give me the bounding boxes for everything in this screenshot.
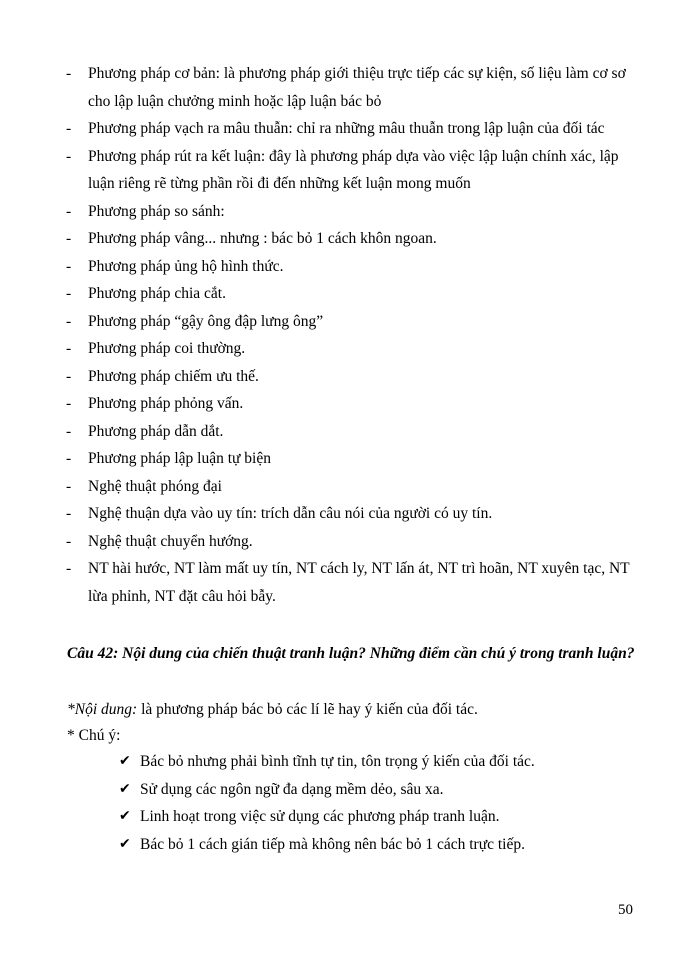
dash-marker: - — [66, 147, 72, 165]
list-item-text: Nghệ thuận dựa vào uy tín: trích dẫn câu nói của người có uy tín. — [88, 505, 493, 522]
dash-marker: - — [66, 505, 72, 522]
checklist-item — [0, 776, 700, 804]
list-item — [0, 418, 700, 446]
list-item — [0, 500, 700, 528]
list-item — [0, 253, 700, 281]
list-item — [0, 143, 700, 198]
check-icon: ✔ — [119, 808, 131, 824]
dash-marker: - — [66, 202, 72, 220]
list-item-text: Phương pháp chia cắt. — [88, 285, 226, 302]
content-text: là phương pháp bác bỏ các lí lẽ hay ý kiến của đối tác. — [137, 701, 478, 718]
list-item — [0, 363, 700, 391]
list-item — [0, 225, 700, 253]
checklist-item-text: Linh hoạt trong việc sử dụng các phương pháp tranh luận. — [140, 808, 500, 825]
list-item — [0, 555, 700, 610]
note-label: * Chú ý: — [67, 727, 121, 744]
dash-marker: - — [66, 230, 72, 247]
dash-marker: - — [66, 477, 72, 495]
list-item-text: Nghệ thuật chuyển hướng. — [88, 532, 253, 550]
check-icon: ✔ — [119, 780, 131, 797]
list-item-text: Nghệ thuật phóng đại — [88, 477, 222, 495]
dash-marker: - — [66, 367, 72, 385]
list-item — [0, 390, 700, 418]
list-item — [0, 280, 700, 308]
dash-marker: - — [66, 422, 72, 440]
list-item-text: Phương pháp rút ra kết luận: đây là phương pháp dựa vào việc lập luận chính xác, lập luận riêng rẽ từng phần rồi đi đến những kết luận mong muốn — [88, 147, 619, 192]
checklist-item-text: Sử dụng các ngôn ngữ đa dạng mềm dẻo, sâu xa. — [140, 780, 444, 798]
list-item-text: Phương pháp so sánh: — [88, 202, 225, 220]
dash-marker: - — [66, 340, 72, 357]
list-item — [0, 445, 700, 473]
list-item-text: Phương pháp cơ bản: là phương pháp giới thiệu trực tiếp các sự kiện, số liệu làm cơ sơ cho lập luận chưởng minh hoặc lập luận bác bỏ — [88, 65, 626, 110]
checklist-item-text: Bác bỏ 1 cách gián tiếp mà không nên bác bỏ 1 cách trực tiếp. — [140, 835, 525, 853]
list-item-text: Phương pháp chiếm ưu thế. — [88, 367, 259, 385]
dash-marker: - — [66, 65, 72, 82]
list-item — [0, 473, 700, 501]
dash-marker: - — [66, 532, 72, 550]
list-item — [0, 60, 700, 115]
list-item-text: Phương pháp vạch ra mâu thuẫn: chỉ ra những mâu thuẫn trong lập luận của đối tác — [88, 120, 605, 137]
list-item-text: Phương pháp phỏng vấn. — [88, 395, 244, 412]
question-heading: Câu 42: Nội dung của chiến thuật tranh luận? Những điểm cần chú ý trong tranh luận? — [67, 645, 635, 662]
dash-marker: - — [66, 285, 72, 302]
dash-marker: - — [66, 120, 72, 137]
list-item-text: NT hài hước, NT làm mất uy tín, NT cách ly, NT lấn át, NT trì hoãn, NT xuyên tạc, NT lừa phỉnh, NT đặt câu hỏi bẫy. — [88, 560, 630, 605]
list-item-text: Phương pháp “gậy ông đập lưng ông” — [88, 312, 324, 330]
dash-marker: - — [66, 312, 72, 330]
page-number: 50 — [618, 902, 633, 918]
checklist-item — [0, 803, 700, 831]
check-icon: ✔ — [119, 835, 131, 852]
checklist-item — [0, 748, 700, 776]
dash-marker: - — [66, 560, 72, 577]
content-definition — [67, 696, 637, 724]
list-item — [0, 198, 700, 226]
list-item — [0, 528, 700, 556]
content-label: *Nội dung: — [67, 701, 138, 718]
dash-marker: - — [66, 257, 72, 275]
dash-marker: - — [66, 450, 72, 467]
list-item-text: Phương pháp vâng... nhưng : bác bỏ 1 cách khôn ngoan. — [88, 230, 437, 247]
list-item-text: Phương pháp dẫn dắt. — [88, 422, 224, 440]
bullet-list — [0, 60, 700, 610]
list-item — [0, 308, 700, 336]
list-item-text: Phương pháp ủng hộ hình thức. — [88, 257, 284, 275]
checklist — [0, 748, 700, 858]
list-item-text: Phương pháp coi thường. — [88, 340, 246, 357]
dash-marker: - — [66, 395, 72, 412]
checklist-item — [0, 831, 700, 859]
list-item — [0, 115, 700, 143]
list-item-text: Phương pháp lập luận tự biện — [88, 450, 271, 467]
list-item — [0, 335, 700, 363]
checklist-item-text: Bác bỏ nhưng phải bình tĩnh tự tin, tôn trọng ý kiến của đối tác. — [140, 753, 535, 770]
check-icon: ✔ — [119, 753, 131, 769]
